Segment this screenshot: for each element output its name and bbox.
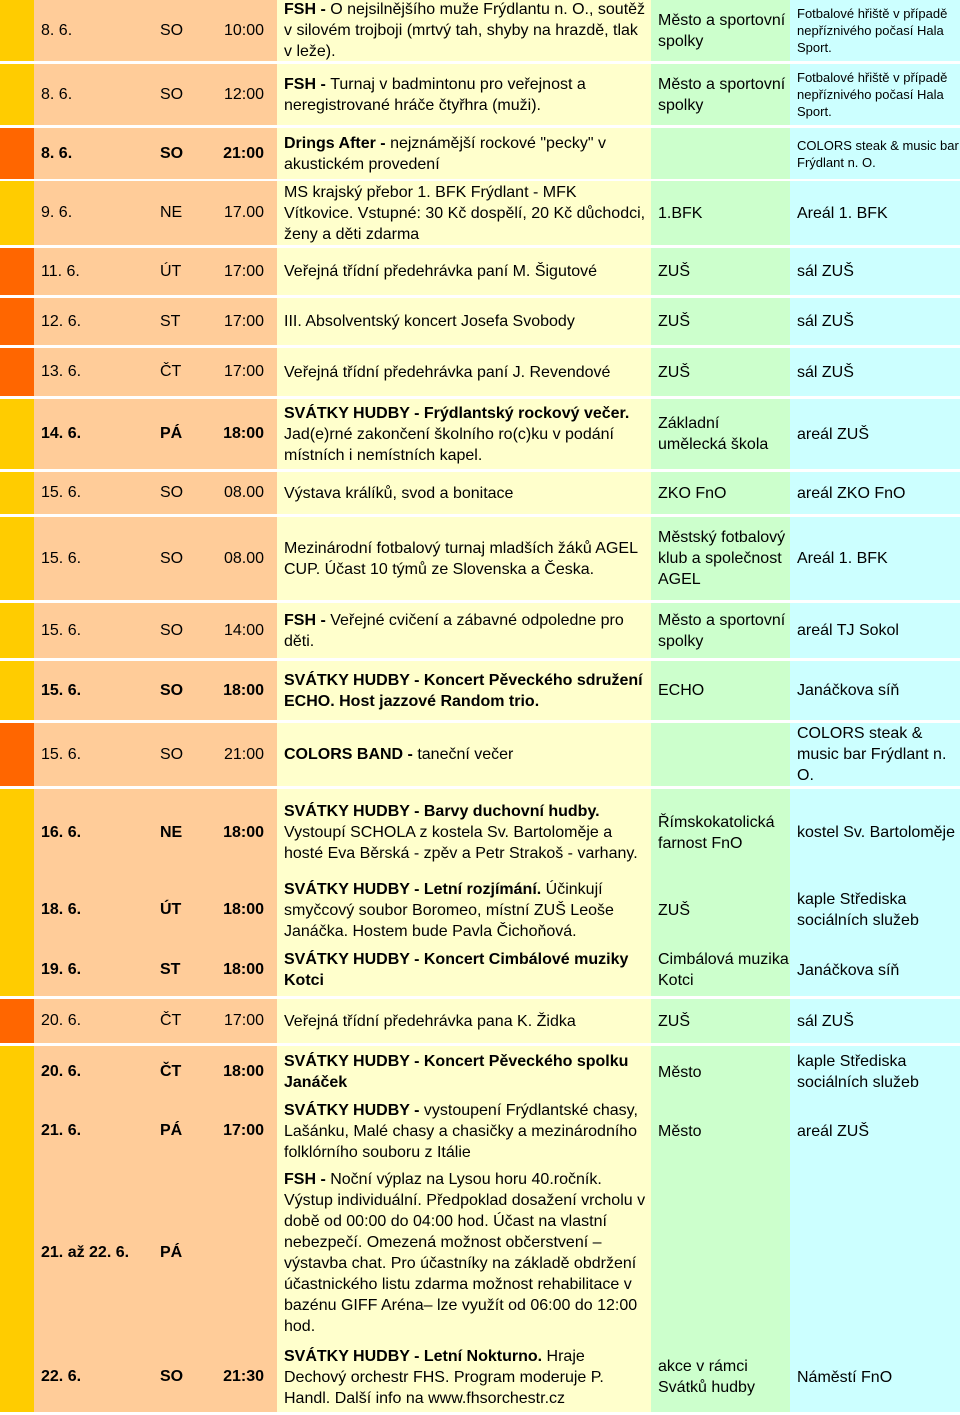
- place-cell: [790, 1164, 960, 1342]
- weekday-cell: ČT: [158, 348, 216, 396]
- date-cell: 15. 6.: [34, 517, 158, 600]
- weekday-cell: NE: [158, 789, 216, 876]
- weekday-cell: SO: [158, 723, 216, 786]
- table-row: [0, 181, 960, 245]
- row-marker: [0, 944, 34, 996]
- weekday-cell: ST: [158, 944, 216, 996]
- table-row: [0, 876, 960, 944]
- table-row: [0, 944, 960, 996]
- table-row: [0, 348, 960, 396]
- date-cell: 11. 6.: [34, 248, 158, 295]
- row-marker: [0, 472, 34, 514]
- table-row: [0, 1164, 960, 1342]
- date-cell: 16. 6.: [34, 789, 158, 876]
- table-row: [0, 64, 960, 125]
- weekday-cell: SO: [158, 64, 216, 125]
- organizer-cell: Městský fotbalový klub a společnost AGEL: [651, 517, 790, 600]
- date-cell: 14. 6.: [34, 399, 158, 469]
- event-cell: [277, 789, 651, 876]
- event-cell: [277, 723, 651, 786]
- place-cell: Fotbalové hřiště v případě nepříznivého počasí Hala Sport.: [790, 0, 960, 61]
- table-row: [0, 661, 960, 720]
- row-marker: [0, 789, 34, 876]
- event-title: SVÁTKY HUDBY -: [284, 1101, 424, 1119]
- event-title: SVÁTKY HUDBY - Koncert Pěveckého sdružení ECHO. Host jazzové Random trio.: [284, 671, 643, 710]
- row-marker: [0, 876, 34, 944]
- event-cell: [277, 1046, 651, 1098]
- weekday-cell: ČT: [158, 1046, 216, 1098]
- table-row: [0, 0, 960, 61]
- date-cell: 12. 6.: [34, 298, 158, 345]
- weekday-cell: SO: [158, 128, 216, 179]
- event-cell: [277, 517, 651, 600]
- event-description: O nejsilnějšího muže Frýdlantu n. O., soutěž v silovém trojboji (mrtvý tah, shyby na hrazdě, tlak v leže).: [284, 1, 646, 60]
- weekday-cell: SO: [158, 1342, 216, 1412]
- event-description: Noční výplaz na Lysou horu 40.ročník. Výstup individuální. Předpoklad dosažení vrcholu v době od 00:00 do 04:00 hod. Účast na vlastní nebezpečí. Omezená možnost občerstvení – výstavba chat. Pro účastníky na základě obdržení účastnického listu zdarma možnost rehabilitace v bazénu GIFF Aréna– lze využít od 06:00 do 12:00 hod.: [284, 1171, 646, 1335]
- place-cell: sál ZUŠ: [790, 348, 960, 396]
- table-row: [0, 248, 960, 295]
- row-marker: [0, 248, 34, 295]
- date-cell: 8. 6.: [34, 0, 158, 61]
- row-marker: [0, 298, 34, 345]
- row-marker: [0, 661, 34, 720]
- place-cell: kaple Střediska sociálních služeb: [790, 1046, 960, 1098]
- organizer-cell: ECHO: [651, 661, 790, 720]
- event-title: Drings After -: [284, 134, 391, 152]
- event-cell: [277, 944, 651, 996]
- row-marker: [0, 603, 34, 658]
- time-cell: 12:00: [216, 64, 277, 125]
- date-cell: 20. 6.: [34, 999, 158, 1043]
- time-cell: 18:00: [216, 789, 277, 876]
- date-cell: 9. 6.: [34, 181, 158, 245]
- organizer-cell: 1.BFK: [651, 181, 790, 245]
- weekday-cell: ST: [158, 298, 216, 345]
- weekday-cell: PÁ: [158, 399, 216, 469]
- row-marker: [0, 0, 34, 61]
- table-row: [0, 1342, 960, 1412]
- organizer-cell: Cimbálová muzika Kotci: [651, 944, 790, 996]
- table-row: [0, 1046, 960, 1098]
- event-cell: [277, 603, 651, 658]
- place-cell: areál ZUŠ: [790, 399, 960, 469]
- event-description: Turnaj v badmintonu pro veřejnost a neregistrované hráče čtyřhra (muži).: [284, 75, 586, 114]
- table-row: [0, 472, 960, 514]
- event-title: SVÁTKY HUDBY - Koncert Pěveckého spolku Janáček: [284, 1053, 629, 1091]
- event-description: taneční večer: [417, 746, 514, 763]
- date-cell: 21. až 22. 6.: [34, 1164, 158, 1342]
- place-cell: Areál 1. BFK: [790, 181, 960, 245]
- time-cell: 17:00: [216, 348, 277, 396]
- event-title: SVÁTKY HUDBY - Frýdlantský rockový večer.: [284, 404, 630, 422]
- event-title: FSH -: [284, 1, 331, 18]
- row-marker: [0, 181, 34, 245]
- table-row: [0, 298, 960, 345]
- event-cell: [277, 248, 651, 295]
- time-cell: 18:00: [216, 944, 277, 996]
- row-marker: [0, 399, 34, 469]
- event-cell: [277, 1342, 651, 1412]
- place-cell: Fotbalové hřiště v případě nepříznivého počasí Hala Sport.: [790, 64, 960, 125]
- event-cell: [277, 181, 651, 245]
- time-cell: 10:00: [216, 0, 277, 61]
- event-cell: [277, 1098, 651, 1164]
- row-marker: [0, 128, 34, 179]
- place-cell: kaple Střediska sociálních služeb: [790, 876, 960, 944]
- date-cell: 15. 6.: [34, 661, 158, 720]
- event-cell: [277, 999, 651, 1043]
- event-cell: [277, 1164, 651, 1342]
- organizer-cell: ZUŠ: [651, 248, 790, 295]
- table-row: [0, 1098, 960, 1164]
- event-cell: [277, 348, 651, 396]
- place-cell: Náměstí FnO: [790, 1342, 960, 1412]
- event-title: SVÁTKY HUDBY - Barvy duchovní hudby.: [284, 803, 600, 820]
- time-cell: 17.00: [216, 181, 277, 245]
- weekday-cell: PÁ: [158, 1164, 216, 1342]
- event-cell: [277, 128, 651, 179]
- weekday-cell: PÁ: [158, 1098, 216, 1164]
- place-cell: kostel Sv. Bartoloměje: [790, 789, 960, 876]
- event-description: Veřejné cvičení a zábavné odpoledne pro děti.: [284, 611, 624, 650]
- place-cell: sál ZUŠ: [790, 298, 960, 345]
- place-cell: Areál 1. BFK: [790, 517, 960, 600]
- organizer-cell: akce v rámci Svátků hudby: [651, 1342, 790, 1412]
- event-title: FSH -: [284, 1171, 331, 1188]
- organizer-cell: Město: [651, 1098, 790, 1164]
- place-cell: areál ZUŠ: [790, 1098, 960, 1164]
- event-title: FSH -: [284, 611, 331, 629]
- time-cell: 21:00: [216, 128, 277, 179]
- weekday-cell: ÚT: [158, 248, 216, 295]
- event-description: MS krajský přebor 1. BFK Frýdlant - MFK Vítkovice. Vstupné: 30 Kč dospělí, 20 Kč důchodci, ženy a děti zdarma: [284, 183, 646, 243]
- organizer-cell: Město a sportovní spolky: [651, 603, 790, 658]
- table-row: [0, 399, 960, 469]
- place-cell: Janáčkova síň: [790, 944, 960, 996]
- organizer-cell: Město a sportovní spolky: [651, 64, 790, 125]
- time-cell: 21:00: [216, 723, 277, 786]
- event-description: vystoupení Frýdlantské chasy, Lašánku, Malé chasy a chasičky a mezinárodního folklórního souboru z Itálie: [284, 1101, 638, 1161]
- organizer-cell: Město: [651, 1046, 790, 1098]
- event-title: SVÁTKY HUDBY - Koncert Cimbálové muziky Kotci: [284, 951, 629, 989]
- table-row: [0, 517, 960, 600]
- row-marker: [0, 1164, 34, 1342]
- weekday-cell: ČT: [158, 999, 216, 1043]
- row-marker: [0, 348, 34, 396]
- date-cell: 8. 6.: [34, 64, 158, 125]
- event-title: COLORS BAND -: [284, 746, 418, 763]
- table-row: [0, 999, 960, 1043]
- time-cell: 17:00: [216, 1098, 277, 1164]
- event-title: SVÁTKY HUDBY - Letní Nokturno.: [284, 1347, 543, 1365]
- event-description: Veřejná třídní předehrávka pana K. Židka: [284, 1012, 576, 1030]
- table-row: [0, 723, 960, 786]
- table-row: [0, 603, 960, 658]
- time-cell: 17:00: [216, 999, 277, 1043]
- event-cell: [277, 661, 651, 720]
- weekday-cell: SO: [158, 472, 216, 514]
- date-cell: 20. 6.: [34, 1046, 158, 1098]
- place-cell: COLORS steak & music bar Frýdlant n. O.: [790, 723, 960, 786]
- organizer-cell: Základní umělecká škola: [651, 399, 790, 469]
- date-cell: 15. 6.: [34, 723, 158, 786]
- time-cell: 18:00: [216, 661, 277, 720]
- place-cell: areál TJ Sokol: [790, 603, 960, 658]
- event-description: nejznámější rockové "pecky" v akustickém provedení: [284, 134, 606, 173]
- organizer-cell: ZKO FnO: [651, 472, 790, 514]
- date-cell: 15. 6.: [34, 472, 158, 514]
- time-cell: 18:00: [216, 399, 277, 469]
- organizer-cell: [651, 128, 790, 179]
- time-cell: [216, 1164, 277, 1342]
- row-marker: [0, 999, 34, 1043]
- event-cell: [277, 64, 651, 125]
- event-title: FSH -: [284, 75, 331, 93]
- event-description: Hraje Dechový orchestr FHS. Program moderuje P. Handl. Další info na www.fhsorchestr.cz: [284, 1347, 604, 1407]
- date-cell: 21. 6.: [34, 1098, 158, 1164]
- event-description: Veřejná třídní předehrávka paní M. Šigutové: [284, 263, 598, 280]
- organizer-cell: [651, 1164, 790, 1342]
- date-cell: 18. 6.: [34, 876, 158, 944]
- row-marker: [0, 1342, 34, 1412]
- row-marker: [0, 64, 34, 125]
- table-row: [0, 128, 960, 179]
- organizer-cell: ZUŠ: [651, 298, 790, 345]
- event-description: Veřejná třídní předehrávka paní J. Revendové: [284, 363, 611, 381]
- event-cell: [277, 472, 651, 514]
- weekday-cell: ÚT: [158, 876, 216, 944]
- organizer-cell: Město a sportovní spolky: [651, 0, 790, 61]
- organizer-cell: ZUŠ: [651, 876, 790, 944]
- place-cell: areál ZKO FnO: [790, 472, 960, 514]
- time-cell: 14:00: [216, 603, 277, 658]
- place-cell: Janáčkova síň: [790, 661, 960, 720]
- time-cell: 21:30: [216, 1342, 277, 1412]
- event-description: Mezinárodní fotbalový turnaj mladších žáků AGEL CUP. Účast 10 týmů ze Slovenska a Česka.: [284, 539, 638, 578]
- weekday-cell: SO: [158, 0, 216, 61]
- event-cell: [277, 876, 651, 944]
- event-description: Účinkují smyčcový soubor Boromeo, místní ZUŠ Leoše Janáčka. Hostem bude Pavla Čichoňová.: [284, 880, 614, 940]
- weekday-cell: SO: [158, 517, 216, 600]
- organizer-cell: ZUŠ: [651, 999, 790, 1043]
- organizer-cell: [651, 723, 790, 786]
- time-cell: 18:00: [216, 1046, 277, 1098]
- time-cell: 17:00: [216, 248, 277, 295]
- date-cell: 22. 6.: [34, 1342, 158, 1412]
- row-marker: [0, 1098, 34, 1164]
- time-cell: 17:00: [216, 298, 277, 345]
- place-cell: sál ZUŠ: [790, 999, 960, 1043]
- event-description: Vystoupí SCHOLA z kostela Sv. Bartoloměje a hosté Eva Běrská - zpěv a Petr Strakoš - varhany.: [284, 824, 638, 862]
- date-cell: 8. 6.: [34, 128, 158, 179]
- date-cell: 13. 6.: [34, 348, 158, 396]
- row-marker: [0, 517, 34, 600]
- organizer-cell: ZUŠ: [651, 348, 790, 396]
- event-cell: [277, 399, 651, 469]
- place-cell: COLORS steak & music bar Frýdlant n. O.: [790, 128, 960, 179]
- weekday-cell: NE: [158, 181, 216, 245]
- table-row: [0, 789, 960, 876]
- time-cell: 18:00: [216, 876, 277, 944]
- place-cell: sál ZUŠ: [790, 248, 960, 295]
- event-cell: [277, 298, 651, 345]
- event-description: III. Absolventský koncert Josefa Svobody: [284, 313, 575, 330]
- row-marker: [0, 1046, 34, 1098]
- organizer-cell: Římskokatolická farnost FnO: [651, 789, 790, 876]
- event-cell: [277, 0, 651, 61]
- time-cell: 08.00: [216, 472, 277, 514]
- weekday-cell: SO: [158, 661, 216, 720]
- weekday-cell: SO: [158, 603, 216, 658]
- time-cell: 08.00: [216, 517, 277, 600]
- event-title: SVÁTKY HUDBY - Letní rozjímání.: [284, 880, 542, 898]
- event-description: Jad(e)rné zakončení školního ro(c)ku v podání místních i nemístních kapel.: [284, 425, 614, 464]
- date-cell: 19. 6.: [34, 944, 158, 996]
- row-marker: [0, 723, 34, 786]
- event-description: Výstava králíků, svod a bonitace: [284, 484, 514, 502]
- date-cell: 15. 6.: [34, 603, 158, 658]
